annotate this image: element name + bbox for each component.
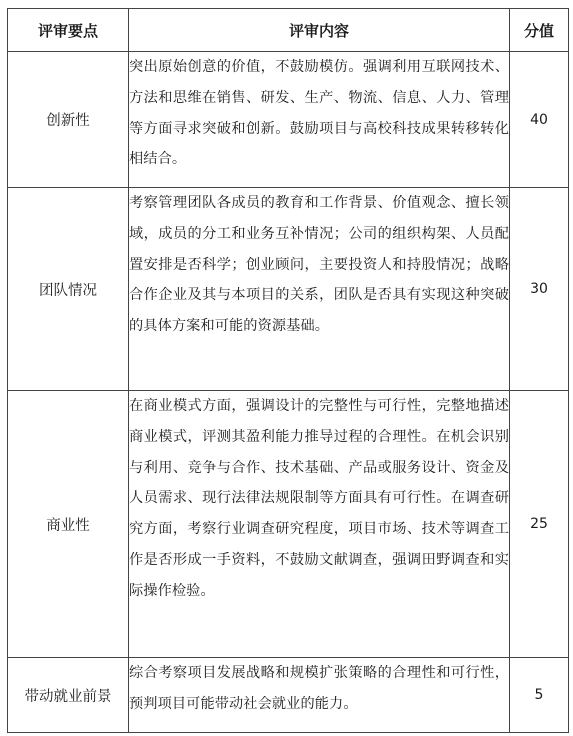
table-header-row — [8, 9, 569, 52]
row-point: 商业性 — [8, 391, 129, 658]
table-row — [8, 391, 569, 658]
header-evaluation-point: 评审要点 — [8, 9, 129, 52]
row-score: 30 — [510, 188, 569, 391]
header-evaluation-content: 评审内容 — [129, 9, 510, 52]
row-score: 5 — [510, 658, 569, 733]
row-score: 25 — [510, 391, 569, 658]
row-point: 团队情况 — [8, 188, 129, 391]
evaluation-criteria-table — [7, 8, 569, 733]
table-row — [8, 188, 569, 391]
row-point: 创新性 — [8, 52, 129, 188]
header-score: 分值 — [510, 9, 569, 52]
table-row — [8, 52, 569, 188]
row-point: 带动就业前景 — [8, 658, 129, 733]
row-content: 在商业模式方面，强调设计的完整性与可行性，完整地描述商业模式，评测其盈利能力推导过程的合理性。在机会识别与利用、竞争与合作、技术基础、产品或服务设计、资金及人员需求、现行法律法规限制等方面具有可行性。在调查研究方面，考察行业调查研究程度，项目市场、技术等调查工作是否形成一手资料，不鼓励文献调查，强调田野调查和实际操作检验。 — [129, 391, 510, 658]
row-score: 40 — [510, 52, 569, 188]
row-content: 突出原始创意的价值，不鼓励模仿。强调利用互联网技术、方法和思维在销售、研发、生产、物流、信息、人力、管理等方面寻求突破和创新。鼓励项目与高校科技成果转移转化相结合。 — [129, 52, 510, 188]
table-row — [8, 658, 569, 733]
row-content: 考察管理团队各成员的教育和工作背景、价值观念、擅长领域，成员的分工和业务互补情况；公司的组织构架、人员配置安排是否科学；创业顾问，主要投资人和持股情况；战略合作企业及其与本项目的关系，团队是否具有实现这种突破的具体方案和可能的资源基础。 — [129, 188, 510, 391]
row-content: 综合考察项目发展战略和规模扩张策略的合理性和可行性，预判项目可能带动社会就业的能力。 — [129, 658, 510, 733]
